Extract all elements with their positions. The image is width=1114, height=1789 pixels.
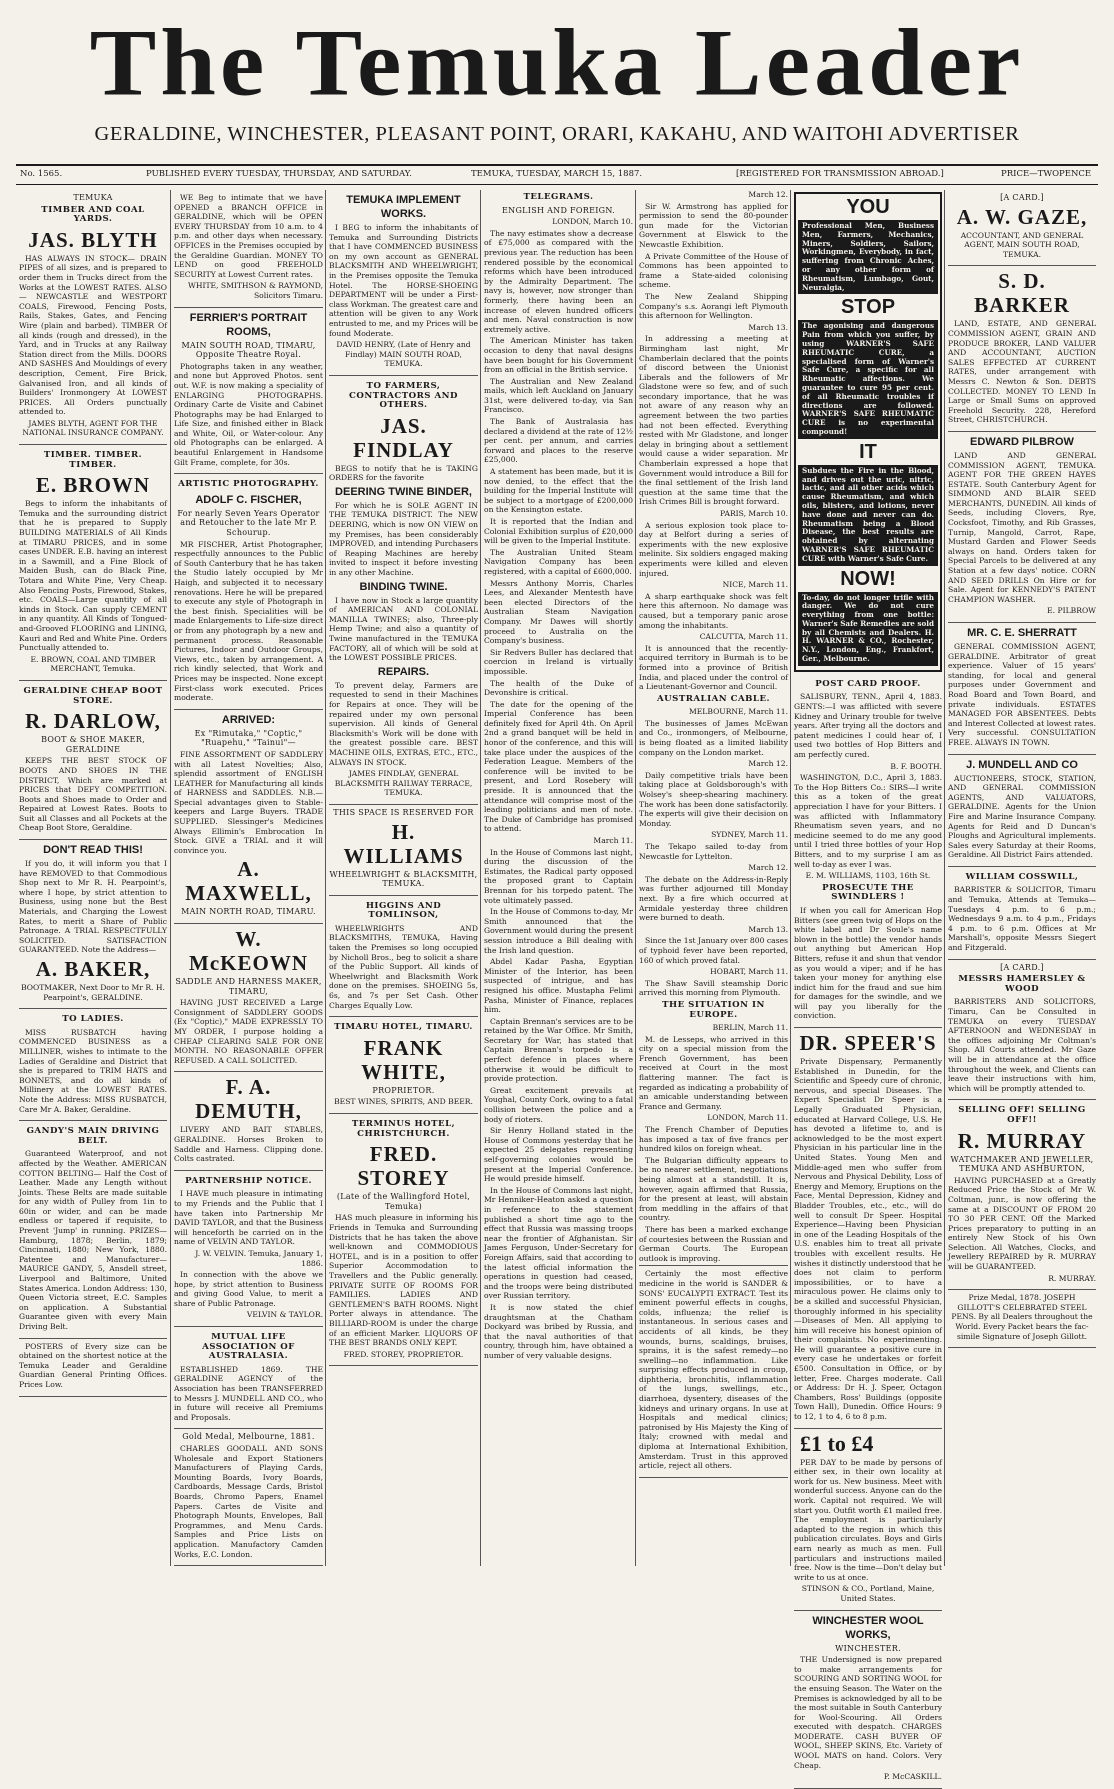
advert-signature: E. M. WILLIAMS, 1103, 16th St. <box>805 871 931 881</box>
advert-signature: JAMES FINDLAY, GENERAL BLACKSMITH RAILWAY TERRACE, TEMUKA. <box>334 769 473 798</box>
advert-body: BARRISTER & SOLICITOR, Timaru and Temuka, Attends at Temuka—Tuesdays 4 p.m. to 6 p.m.; Wednesdays 9 a.m. to 4 p.m., Fridays 4 p.m. to 6 p.m. Offices at Mr Marshall's, opposite Messrs Siegert and Fitzgerald. <box>948 885 1096 953</box>
advert-body: THE Undersigned is now prepared to make arrangements for SCOURING AND SORTING WOOL for the ensuing Season. The Water on the Premises is acknowledged by all to be the most suitable in South Canterbury for Wool-Scouring. All Orders executed with despatch. CHARGES MODERATE. CASH BUYER OF WOOL, SHEEP SKINS, Etc. Variety of WOOL MATS on hand. Colors. Very Cheap. <box>794 1655 942 1770</box>
masthead <box>0 0 1114 168</box>
news-paragraph: The Bulgarian difficulty appears to be no nearer settlement, negotiations being almost at a standstill. It is, however, again affirmed that Russia, for the present at least, will abstain from meddling in the affairs of that country. <box>639 1155 788 1223</box>
advertiser-name: A. MAXWELL, <box>185 857 312 906</box>
dispatch-dateline: March 11. <box>593 836 633 845</box>
news-paragraph: M. de Lesseps, who arrived in this city on a special mission from the French Government, has been received at Court in the most flattering manner. The fact is regarded as indicating a probability of an amicable understanding between France and Germany. <box>639 1034 788 1111</box>
advert-signature: MAIN NORTH ROAD, TIMARU. <box>181 907 316 917</box>
advert-gandy-belt <box>19 1121 167 1338</box>
advert-body: HAS ALWAYS IN STOCK— DRAIN PIPES of all sizes, and is prepared to order them in Trucks direct from the Works at the LOWEST RATES. ALSO— NEWCASTLE and WESTPORT COALS, Firewood, Fencing Posts, Rails, Stakes, Gates, and Fencing Wire (plain and barbed). TIMBER Of all kinds (rough and dressed), in the Yard, and in Trucks at any Railway Station direct from the Mills. DOORS AND SASHES And Mouldings of every description, Cement, Fire Brick, Galvanised Iron, and all kinds of Builders' Ironmongery At LOWEST PRICES. All Orders punctually attended to. <box>19 253 167 417</box>
advert-hamersley-wood <box>948 960 1096 1101</box>
advertiser-name: H. WILLIAMS <box>343 819 464 868</box>
advert-signature: BOOTMAKER, Next Door to Mr R. H. Pearpoint's, GERALDINE. <box>21 983 165 1002</box>
news-paragraph: Messrs Anthony Morris, Charles Lees, and Alexander Mentesth have been elected Directors of the Australian Steam Navigation Company. Mr Dawes will shortly proceed to Australia on the Company's business. <box>484 578 633 646</box>
column-1 <box>16 190 170 1566</box>
advert-heading: IT <box>859 440 877 463</box>
advertiser-name: A. W. GAZE, <box>956 204 1088 229</box>
dispatch-dateline: March 12. <box>748 863 788 873</box>
issue-date: TEMUKA, TUESDAY, MARCH 15, 1887. <box>471 169 643 179</box>
advert-eucalypti-extract <box>639 1265 788 1477</box>
column-2 <box>170 190 326 1566</box>
news-paragraph: It is announced that the recently-acquired territory in Burmah is to be formed into a province of British India, and placed under the control of a Lieutenant-Governor and Council. <box>639 643 788 692</box>
publication-schedule: PUBLISHED EVERY TUESDAY, THURSDAY, AND SATURDAY. <box>146 169 412 179</box>
newspaper-subtitle: GERALDINE, WINCHESTER, PLEASANT POINT, ORARI, KAKAHU, AND WAITOHI ADVERTISER <box>94 123 1020 145</box>
advert-david-henry <box>329 190 478 376</box>
column-6 <box>790 190 945 1782</box>
dateline <box>16 164 1098 185</box>
news-paragraph: Abdel Kadar Pasha, Egyptian Minister of the Interior, has been suspected of intrigue, and has resigned his office. Mustapha Felimi Pasha, Minister of Finance, replaces him. <box>484 957 633 1015</box>
dispatch-dateline: LONDON, March 11. <box>707 1113 788 1123</box>
advert-subheading: PROPRIETOR. <box>372 1085 435 1095</box>
advert-jas-blyth <box>19 190 167 445</box>
advertiser-name: FRANK WHITE, <box>361 1035 446 1084</box>
advert-heading: TIMARU HOTEL, TIMARU. <box>334 1022 473 1033</box>
advert-ferrier <box>174 308 323 475</box>
advert-subheading: REPAIRS. <box>377 665 430 678</box>
news-paragraph: The New Zealand Shipping Company's s.s. Aorangi left Plymouth this afternoon for Wellington. <box>639 291 788 321</box>
advert-heading: TIMBER. TIMBER. TIMBER. <box>43 450 143 470</box>
advertiser-name: S. D. BARKER <box>974 269 1070 318</box>
advert-body: To prevent delay, Farmers are requested to send in their Machines for Repairs at once. They will be repaired under my own personal supervision. All kinds of General Blacksmith's Work will be done with the greatest possible care. BEST MACHINE OILS, EXTRAS, ETC., ETC., ALWAYS IN STOCK. <box>329 680 478 767</box>
news-paragraph: In the House of Commons last night, Mr Henniker-Heaton asked a question in reference to the statement published a short time ago to the effect that Russia was massing troops near the frontier of Afghanistan. Sir James Ferguson, Under-Secretary for Foreign Affairs, said that according to the latest official information the operations in question had ceased, and the troops were being distributed over Russian territory. <box>484 1185 633 1301</box>
advertiser-name: FRED. STOREY <box>357 1142 450 1191</box>
advert-body: AUCTIONEERS, STOCK, STATION, AND GENERAL COMMISSION AGENTS, AND VALUATORS, GERALDINE. Agents for the Union Fire and Marine Insurance Company. Agents for Reid and D Duncan's Ploughs and Agricultural implements. Sales every Saturday at their Rooms, Geraldine. All District Fairs attended. <box>948 773 1096 860</box>
news-paragraph: The date for the opening of the Imperial Conference has been definitely fixed for April 4th. On April 2nd a grand banquet will be held in honor of the conference, and this will take place under the auspices of the Federation League. Members of the conference will be invited to be present, and Lord Rosebery will preside. It is announced that the attendance will comprise most of the leading politicians and men of note. The Duke of Cambridge has promised to attend. <box>484 699 633 834</box>
advertiser-name: F. A. DEMUTH, <box>195 1075 302 1124</box>
news-paragraph: Captain Brennan's services are to be retained by the War Office. Mr Smith, Secretary for War, has stated that Captain Brennan's torpedo is a perfect defence in places where otherwise it would be difficult to provide protection. <box>484 1016 633 1084</box>
column-7 <box>944 190 1099 1566</box>
advert-body: Guaranteed Waterproof, and not affected by the Weather. AMERICAN COTTON BELTING— Half the Cost of Leather. Made any Length without Joints. These Belts are made suitable for any width of Pulley from 1in to 60in or wider, and can be made endless or tapered if requisite, to Prevent 'Jump' in running. PRIZES—Hamburg, 1878; Berlin, 1879; Cincinnati, 1880; New York, 1880. Patentee and Manufacturer— MAURICE GANDY, 5, Ansdell street, Liverpool and Baltimore, United States America. London Address: 130, Queen Victoria street, E.C. Samples on application. A Substantial Guarantee given with every Main Driving Belt. <box>19 1149 167 1331</box>
advert-subheading: Ex "Rimutaka," "Coptic," "Ruapehu," "Tainui"— <box>194 728 303 748</box>
advert-body: For which he is SOLE AGENT IN THE TEMUKA DISTRICT. The NEW DEERING, which is now ON VIEW on my Premises, has been considerably IMPROVED, and intending Purchasers of Reaping Machines are hereby invited to inspect it before investing in any other Machine. <box>329 500 478 578</box>
advertiser-name: J. MUNDELL AND CO <box>966 758 1078 771</box>
advertiser-name: R. MURRAY <box>957 1128 1087 1153</box>
news-paragraph: A serious explosion took place to-day at Belfort during a series of experiments with the new explosive melinite. Six soldiers engaged making experiments were killed and eleven injured. <box>639 520 788 578</box>
advert-goodall <box>174 1429 323 1566</box>
advert-dr-speer <box>794 1028 942 1429</box>
advert-partnership-notice <box>174 1171 323 1327</box>
news-paragraph: A statement has been made, but it is now denied, to the effect that the building for the Imperial Institute will be subject to a mortgage of £200,000 on the Kensington estate. <box>484 467 633 515</box>
advert-heading: ARRIVED: <box>221 713 276 726</box>
advert-body: CHARLES GOODALL AND SONS Wholesale and Export Stationers Manufacturers of Playing Cards, Mounting Boards, Ivory Boards, Cardboards, Message Cards, Bristol Boards, Chromo Papers, Enamel Papers. Cartes de Visite and Photograph Mounts, Envelopes, Ball Programmes, and Menu Cards. Samples and Price Lists on application. Manufactory Camden Works, E.C. London. <box>174 1444 323 1559</box>
advert-mutual-life <box>174 1327 323 1429</box>
news-paragraph: The businesses of James McEwan and Co., ironmongers, of Melbourne, is being floated as a limited liability company on the London market. <box>639 718 788 757</box>
dispatch-dateline: CALCUTTA, March 11. <box>699 632 788 642</box>
column-4 <box>480 190 636 1566</box>
advert-body: ESTABLISHED 1869. THE GERALDINE AGENCY of the Association has been TRANSFERRED to Messrs J. MUNDELL AND CO., who in future will receive all Premiums and Proposals. <box>174 1364 323 1422</box>
news-paragraph: It is now stated the chief draughtsman at the Chatham Dockyard was bribed by Russia, and that the naval authorities of that country, through him, have obtained a number of very valuable designs. <box>484 1302 633 1360</box>
advert-heading: SELLING OFF! SELLING OFF!! <box>958 1105 1086 1125</box>
advert-heading: MUTUAL LIFE ASSOCIATION OF AUSTRALASIA. <box>202 1332 295 1362</box>
advert-signature: FRED. STOREY, PROPRIETOR. <box>343 1349 464 1359</box>
news-paragraph: The navy estimates show a decrease of £75,000 as compared with the previous year. The reduction has been rendered possible by the economical reforms which have been introduced by the Admiralty Department. The navy is, however, now stronger than formerly, there having been an increase of eleven hundred officers and men. Naval construction is now extremely active. <box>484 228 633 334</box>
advert-heading: TIMBER AND COAL YARDS. <box>41 204 145 225</box>
advert-card-label: [A CARD.] <box>1000 962 1044 972</box>
advert-heading: PROSECUTE THE SWINDLERS ! <box>822 882 914 903</box>
news-paragraph: Great excitement prevails at Youghal, County Cork, owing to a fatal collision between the police and a body of rioters. <box>484 1085 633 1124</box>
advert-signature: J. W. VELVIN. Temuka, January 1, 1886. <box>195 1248 323 1268</box>
advert-body: LIVERY AND BAIT STABLES, GERALDINE. Horses Broken to Saddle and Harness. Clipping done. Colts castrated. <box>174 1125 323 1164</box>
advertiser-name: WILLIAM COSSWILL, <box>965 871 1079 882</box>
advert-body: BEST WINES, SPIRITS, AND BEER. <box>334 1097 473 1107</box>
advert-stinson <box>794 1429 942 1611</box>
advert-heading: TERMINUS HOTEL, CHRISTCHURCH. <box>351 1119 456 1139</box>
dispatch-dateline: MELBOURNE, March 11. <box>688 707 788 717</box>
advert-card-label: [A CARD.] <box>1000 193 1044 202</box>
advert-signature: P. McCASKILL. <box>883 1772 942 1782</box>
advert-body: SALISBURY, TENN., April 4, 1883. GENTS:—I was afflicted with severe Kidney and Urinary trouble for twelve years. After trying all the doctors and patent medicines I could hear of, I used two bottles of Hop Bitters and am perfectly cured. <box>794 692 942 760</box>
dispatch-dateline: LONDON, March 10. <box>552 217 633 227</box>
dispatch-dateline: SYDNEY, March 11. <box>711 830 788 840</box>
registration-note: [REGISTERED FOR TRANSMISSION ABROAD.] <box>736 169 944 179</box>
price: PRICE—TWOPENCE <box>1001 169 1092 179</box>
advert-body: MISS RUSBATCH having COMMENCED BUSINESS as a MILLINER, wishes to intimate to the Ladies of Geraldine and District that she is prepared to TRIM HATS and BONNETS, and do all kinds of Millinery at the LOWEST RATES. Note the Address: MISS RUSBATCH, Care Mr A. Baker, Geraldine. <box>19 1027 167 1114</box>
advert-j-mundell <box>948 755 1096 867</box>
advert-body: LAND AND GENERAL COMMISSION AGENT, TEMUKA. AGENT FOR THE GREEN HAYES ESTATE. South Canterbury Agent for SIMMOND AND BLAIR SEED MERCHANTS, DUNEDIN. All kinds of Seeds, including Clovers, Rye, Cocksfoot, Timothy, and Rib Grasses, Turnip, Mangold, Carrot, Rape, Mustard Garden and Flower Seeds always on hand. Orders taken for Special Parcels to be delivered at any Station at a few days' notice. CORN AND SEED DRILLS On Hire or for Sale. Agent for KENNEDY'S PATENT CHAMPION WASHER. <box>948 450 1096 604</box>
advert-heading: DON'T READ THIS! <box>43 844 143 857</box>
advert-body: HAVING JUST RECEIVED a Large Consignment of SADDLERY GOODS (Ex "Coptic)," MADE EXPRESSLY TO MY ORDER, I purpose holding a CHEAP CLEARING SALE FOR ONE MONTH. NO REASONABLE OFFER REFUSED. A CALL SOLICITED. <box>174 998 323 1065</box>
advert-c-e-sherratt <box>948 623 1096 755</box>
advert-subheading: (Late of the Wallingford Hotel, Temuka) <box>336 1192 471 1211</box>
advert-body: If when you call for American Hop Bitters (see green twig of Hops on the white label and Dr Soule's name blown in the bottle) the vendor hands out anything but American Hop Bitters, refuse it and shun that vendor as you would a viper; and if he has taken your money for anything else indict him for the fraud and sue him for damages for the swindle, and we will pay you liberally for the conviction. <box>794 905 942 1021</box>
advert-body: GENERAL COMMISSION AGENT, GERALDINE. Arbitrator of great experience. Valuer of 15 years' standing, for local and general purposes under Government and Road Board and Town Board, and private individuals. ESTATES MANAGED FOR ABSENTEES. Debts and Interest Collected at lowest rates. Very successful. CONSULTATION FREE. ALWAYS IN TOWN. <box>948 642 1096 747</box>
advert-subheading: MAIN SOUTH ROAD, TIMARU, Opposite Theatre Royal. <box>181 340 316 360</box>
advertiser-name: A. BAKER, <box>35 957 151 981</box>
advert-subheading: For nearly Seven Years Operator and Retoucher to the late Mr P. Schourup. <box>177 508 320 538</box>
advert-heading: NOW! <box>840 567 896 590</box>
advert-gillott-pens <box>948 1290 1096 1348</box>
advert-body: BARRISTERS AND SOLICITORS, Timaru, Can be Consulted in TEMUKA on every TUESDAY AFTERNOON and WEDNESDAY in the offices adjoining Mr Coltman's Shop. All Courts attended. Mr Gaze will be in attendance at the office throughout the week, and Clients can leave their instructions with him, which will be promptly attended to. <box>948 997 1096 1093</box>
dispatch-dateline: BERLIN, March 11. <box>712 1023 788 1033</box>
advert-body: Private Dispensary, Permanently Established in Dunedin, for the Scientific and Speedy cure of chronic, nervous, and special Diseases. The Expert Specialist Dr Speer is a Legally Graduated Physician, educated at Harvard College, U.S. He has devoted a lifetime to, and is acknowledged to be the most expert Physician in his particular line in the United States. Young Men and Middle-aged men who suffer from Nervous and Physical Debility, Loss of Energy and Memory, Eruptions on the Face, Mental Depression, Kidney and Bladder Troubles, etc., etc., will do well to consult Dr Speer. Hospital Experience—Having been Physician in one of the Leading Hospitals of the U.S. enables him to treat all private troubles with excellent results. He wishes it distinctly understood that he does not claim to perform impossibilities, or to have a miraculous power. He claims only to be a skilled and successful Physician, thoroughly informed in his speciality—Diseases of Men. All applying to him will receive his honest opinion of their complaints. No experimenting. He will guarantee a positive cure in every case he undertakes or forfeit £500. Consultation in Office, or by letter, Free. Charges moderate. Call or Address: Dr H. J. Speer, Octagon Chambers, Ross' Buildings (opposite Town Hall), Dunedin. Office Hours: 9 to 12, 1 to 4, 6 to 8 p.m. <box>794 1057 942 1422</box>
section-heading: TELEGRAMS. <box>523 192 594 202</box>
section-subheading: ENGLISH AND FOREIGN. <box>502 205 615 215</box>
advert-e-brown <box>19 445 167 681</box>
advert-body: Certainly the most effective medicine in the world is SANDER & SONS' EUCALYPTI EXTRACT. Test its eminent powerful effects in coughs, colds, influenza; the relief is instantaneous. In serious cases and accidents of all kinds, be they wounds, burns, scaldings, bruises, sprains, it is the safest remedy—no swelling—no inflammation. Like surprising effects produced in croup, diphtheria, bronchitis, inflammation of the lungs, swellings, etc., diarrhoea, dysentery, diseases of the kidneys and urinary organs. In use at Hospitals and medical clinics; patronised by His Majesty the King of Italy; crowned with medal and diploma at International Exhibition, Amsterdam. Trust in this approved article, reject all others. <box>639 1269 788 1471</box>
news-paragraph: There has been a marked exchange of courtesies between the Russian and German Courts. The European outlook is improving. <box>639 1224 788 1263</box>
advert-h-williams <box>329 805 478 896</box>
advert-body: WHEELWRIGHTS AND BLACKSMITHS, TEMUKA, Having taken the Premises so long occupied by Nicholl Bros., beg to solicit a share of the Public Support. All kinds of Wheelwright and Blacksmith Work done on the premises. SHOEING 5s, 6s, and 7s per Set Cash. Other Charges Equally Low. <box>329 923 478 1010</box>
news-paragraph: A sharp earthquake shock was felt here this afternoon. No damage was caused, but a temporary panic arose among the inhabitants. <box>639 591 788 630</box>
advert-signature: STINSON & CO., Portland, Maine, United States. <box>801 1584 935 1603</box>
advert-edward-pilbrow <box>948 432 1096 623</box>
advert-location: TEMUKA <box>73 193 113 202</box>
advert-winchester-wool-works <box>794 1611 942 1789</box>
advert-heading: TO FARMERS, CONTRACTORS AND OTHERS. <box>349 380 458 411</box>
advert-body: ACCOUNTANT, AND GENERAL AGENT, MAIN SOUTH ROAD, TEMUKA. <box>960 230 1084 259</box>
advert-signature: JAMES BLYTH, AGENT FOR THE NATIONAL INSURANCE COMPANY. <box>22 418 164 438</box>
advert-heading: STOP <box>840 296 896 319</box>
advert-body: The agonising and dangerous Pain from which you suffer, by using WARNER'S SAFE RHEUMATIC CURE, a specialised form of Warner's Safe Cure, a specific for all Rheumatic affections. We guarantee to cure 95 per cent. of all Rheumatic troubles if directions are followed. WARNER'S SAFE RHEUMATIC CURE is no experimental compound! <box>798 320 938 438</box>
advert-body: WASHINGTON, D.C., April 3, 1883. To the Hop Bitters Co.: SIRS—I write this as a token of the great appreciation I have for your Bitters. I was afflicted with Inflammatory Rheumatism seven years, and no medicine seemed to do me any good until I tried three bottles of your Hop Bitters, and to my surprise I am as well to-day as ever I was. <box>794 773 942 869</box>
advert-william-cosswill <box>948 867 1096 960</box>
news-paragraph: The Bank of Australasia has declared a dividend at the rate of 12½ per cent. per annum, and carries forward and places to the reserve £25,000. <box>484 417 633 465</box>
advert-heading: £1 to £4 <box>800 1430 874 1456</box>
advertiser-name: W. McKEOWN <box>189 927 308 976</box>
dispatch-dateline: HOBART, March 11. <box>710 967 788 977</box>
news-paragraph: The debate on the Address-in-Reply was further adjourned till Monday next. By a fire which occurred at Armidale yesterday three children were burned to death. <box>639 874 788 923</box>
advert-heading: THIS SPACE IS RESERVED FOR <box>333 807 474 817</box>
advert-subheading: WINCHESTER. <box>835 1643 901 1653</box>
advert-signature: B. F. BOOTH. <box>890 761 942 771</box>
advert-timaru-hotel <box>329 1017 478 1114</box>
advert-body: To-day, do not longer trifle with danger. We do not cure everything from one bottle: Warner's Safe Remedies are sold by all Chemists and Dealers. H. H. WARNER & CO., Rochester, N.Y., London, Eng., Frankfort, Ger., Melbourne. <box>798 592 938 666</box>
advert-heading: Gold Medal, Melbourne, 1881. <box>182 1432 315 1442</box>
advert-heading: POST CARD PROOF. <box>815 678 921 689</box>
advert-body: BEGS to notify that he is TAKING ORDERS for the favorite <box>329 463 478 483</box>
advert-maxwell <box>174 710 323 924</box>
news-paragraph: Sir Redvers Buller has declared that coercion in Ireland is virtually impossible. <box>484 647 633 676</box>
advert-body: PER DAY to be made by persons of either sex, in their own locality at work for us. New business. Meet with wonderful success. Anyone can do the work. Capital not required. We will start you. Outfit worth £1 mailed free. The employment is particularly adapted to the region in which this publication circulates. Boys and Girls earn nearly as much as men. Full particulars and instructions mailed free. Now is the time—Don't delay but write to us at once. <box>794 1457 942 1582</box>
advert-heading: YOU <box>846 196 890 218</box>
news-paragraph: Daily competitive trials have been taking place at Goldsborough's with Wolsey's sheep-shearing machinery. The work has been done satisfactorily. The experts will give their decision on Monday. <box>639 770 788 828</box>
news-paragraph: The American Minister has taken occasion to deny that naval designs have been bought for his Government from an official in the British service. <box>484 336 633 375</box>
news-paragraph: The Shaw Savill steamship Doric arrived this morning from Plymouth. <box>639 978 788 998</box>
advert-signature: R. MURRAY. <box>1048 1273 1096 1283</box>
advert-terminus-hotel <box>329 1114 478 1366</box>
dispatch-dateline: PARIS, March 10. <box>720 509 788 518</box>
dispatch-dateline: March 12. <box>748 759 788 769</box>
advert-body: FINE ASSORTMENT OF SADDLERY with all Latest Novelties; Also, splendid assortment of ENGLISH LEATHER for Manufacturing all kinds of HARNESS and SADDLES. N.B.—Special advantages given to Stable-keepers and Large Buyers. TRADE SUPPLIED. Slessinger's Medicines Always Ellimin's Embrocation In Stock. GIVE a TRIAL and it will convince you. <box>174 749 323 855</box>
advertiser-name: R. DARLOW, <box>25 709 161 734</box>
dispatch-dateline: March 12. <box>748 190 788 199</box>
advert-heading: TEMUKA IMPLEMENT WORKS. <box>346 194 461 220</box>
advert-jas-findlay <box>329 376 478 805</box>
news-paragraph: Sir Henry Holland stated in the House of Commons yesterday that he expected 25 delegates representing self-governing colonies would be present at the Imperial Conference. He would preside himself. <box>484 1126 633 1184</box>
advert-heading: ARTISTIC PHOTOGRAPHY. <box>178 479 319 490</box>
dispatch-dateline: March 13. <box>748 924 788 934</box>
advert-fischer <box>174 474 323 709</box>
advert-body: I have now in Stock a large quantity of AMERICAN AND COLONIAL MANILLA TWINES; also, Three-ply Hemp Twine; and also a quantity of Twine manufactured in the TEMUKA FACTORY, all of which will be sold at the LOWEST POSSIBLE PRICES. <box>329 595 478 663</box>
advert-subheading: DEERING TWINE BINDER, <box>335 485 472 498</box>
dispatch-dateline: March 13. <box>748 322 788 332</box>
advert-body: Prize Medal, 1878. JOSEPH GILLOTT'S CELEBRATED STEEL PENS. By all Dealers throughout the World. Every Packet bears the fac-simile Signature of Joseph Gillott. <box>951 1293 1093 1341</box>
advert-r-darlow <box>19 681 167 840</box>
advert-mckeown <box>174 924 323 1072</box>
advert-posters <box>19 1339 167 1397</box>
advert-demuth <box>174 1072 323 1170</box>
advert-signature: VELVIN & TAYLOR. <box>246 1310 323 1320</box>
advertiser-name: MESSRS HAMERSLEY & WOOD <box>958 974 1086 994</box>
advert-heading: GERALDINE CHEAP BOOT STORE. <box>23 685 163 706</box>
advert-subheading: SADDLE AND HARNESS MAKER, TIMARU, <box>175 977 322 996</box>
advert-higgins-tomlinson <box>329 896 478 1018</box>
advert-body: WE Beg to intimate that we have OPENED a BRANCH OFFICE in GERALDINE, which will be OPEN EVERY THURSDAY from 10 a.m. to 4 p.m. and other days when necessary. OFFICES in the Premises occupied by the Geraldine Guardian. MONEY TO LEND on good FREEHOLD SECURITY at Lowest Current rates. <box>174 193 323 279</box>
advert-body: Professional Men, Business Men, Farmers, Mechanics, Miners, Soldiers, Sailors, Workingmen, Everybody, in fact, suffering from Chronic Aches, or any other form of Rheumatism, Lumbago, Gout, Neuralgia, <box>798 220 938 294</box>
columns <box>16 190 1098 1782</box>
issue-number: No. 1565. <box>20 169 63 179</box>
advertiser-name: DR. SPEER'S <box>799 1031 937 1056</box>
advert-body: Subdues the Fire in the Blood, and drives out the uric, nitric, lactic, and all other acids which cause Rheumatism, and which oils, blisters, and lotions, never have done and never can do. Rheumatism being a Blood Disease, the best results are obtained by alternating WARNER'S SAFE RHEUMATIC CURE with Warner's Safe Cure. <box>798 465 938 566</box>
advert-body: POSTERS of Every size can be obtained on the shortest notice at the Temuka Leader and Geraldine Guardian General Printing Offices. Prices Low. <box>19 1341 167 1389</box>
news-paragraph: In the House of Commons last night, during the discussion of the Estimates, the Radical party opposed the proposed grant to Captain Brennan for his torpedo patent. The vote ultimately passed. <box>484 847 633 905</box>
advertiser-name: ADOLF C. FISCHER, <box>195 493 302 506</box>
advert-s-d-barker <box>948 266 1096 432</box>
news-paragraph: The Tekapo sailed to-day from Newcastle for Lyttelton. <box>639 842 788 861</box>
advertiser-name: MR. C. E. SHERRATT <box>967 627 1077 639</box>
advert-a-baker <box>19 840 167 1009</box>
section-heading: THE SITUATION IN EUROPE. <box>662 999 765 1020</box>
advert-subheading: WHEELWRIGHT & BLACKSMITH, TEMUKA. <box>329 869 478 889</box>
advert-signature: E. PILBROW <box>1047 606 1096 616</box>
advert-signature: WHITE, SMITHSON & RAYMOND, Solicitors Timaru. <box>188 281 323 300</box>
news-paragraph: Sir W. Armstrong has applied for permission to send the 80-pounder gun made for the Victorian Government at Elswick to the Newcastle Exhibition. <box>639 201 788 249</box>
advert-heading: FERRIER'S PORTRAIT ROOMS, <box>189 311 308 338</box>
advert-body: Photographs taken in any weather, and none but Approved Photos. sent out. W.F. is now making a speciality of ENLARGING PHOTOGRAPHS. Ordinary Carte de Visite and Cabinet Photographs may be had Enlarged to Life Size, and finished either in Black and White, Oil, or Water-colour. Any old Photographs can be enlarged. A beautiful Enlargement in Handsome Gilt Frame, complete, for 30s. <box>174 361 323 467</box>
advert-white-smithson <box>174 190 323 308</box>
advert-body: MR FISCHER, Artist Photographer, respectfully announces to the Public of South Canterbury that he has taken the Studio lately occupied by Mr Haigh, and subjected it to necessary renovations. Here he will be prepared to execute any style of Photograph in the best finish. Specialities will be made Enlargements to Life-size direct or from any photograph by a new and permanent process. Reasonable Pictures, Indoor and Outdoor Groups, Views, etc., taken by arrangement. A rich kindly selected, that Work and Prices may be inspected. None except First-class work executed. Prices moderate. <box>174 539 323 703</box>
column-3 <box>325 190 481 1566</box>
news-paragraph: The French Chamber of Deputies has imposed a tax of five francs per hundred kilos on foreign wheat. <box>639 1125 788 1154</box>
news-paragraph: A Private Committee of the House of Commons has been appointed to frame a State-aided colonising scheme. <box>639 251 788 290</box>
advert-heading: TO LADIES. <box>62 1014 124 1025</box>
advert-body: LAND, ESTATE, AND GENERAL COMMISSION AGENT, GRAIN AND PRODUCE BROKER, LAND VALUER AND ACCOUNTANT, AUCTION SALES EFFECTED AT CURRENT RATES, under arrangement with Messrs C. Newton & Son. DEBTS COLLECTED. MONEY TO LEND In Large or Small Sums on approved Freehold Security. 228, Hereford Street, CHRISTCHURCH. <box>948 319 1096 425</box>
advert-miss-rusbatch <box>19 1009 167 1121</box>
advert-heading: HIGGINS AND TOMLINSON, <box>365 900 442 921</box>
advertiser-name: E. BROWN <box>35 473 151 498</box>
news-paragraph: The Australian United Steam Navigation Company has been registered, with a capital of £600,000. <box>484 547 633 576</box>
advertiser-name: JAS. BLYTH <box>28 227 158 252</box>
newspaper-title: The Temuka Leader <box>89 9 1025 116</box>
advert-a-w-gaze <box>948 190 1096 266</box>
advert-subheading: BOOT & SHOE MAKER, GERALDINE <box>41 735 145 754</box>
advert-subheading: BINDING TWINE. <box>359 580 448 593</box>
advert-heading: WINCHESTER WOOL WORKS, <box>812 1614 924 1641</box>
advert-warners-rheumatic-cure <box>794 192 942 672</box>
advert-body: HAS much pleasure in informing his Friends in Temuka and Surrounding Districts that he has taken the above well-known and COMMODIOUS HOTEL, and is in a position to offer Superior Accommodation to Travellers and the Public generally. PRIVATE SUITE OF ROOMS FOR FAMILIES. LADIES AND GENTLEMEN'S BATH ROOMS. Night Porter always in attendance. The BILLIARD-ROOM is under the charge of an efficient Marker. LIQUORS OF THE BEST BRANDS ONLY KEPT. <box>329 1213 478 1348</box>
advert-heading: PARTNERSHIP NOTICE. <box>185 1175 312 1186</box>
advert-body: In connection with the above we hope, by strict attention to Business and giving Good Value, to merit a share of Public Patronage. <box>174 1270 323 1308</box>
advert-body: KEEPS THE BEST STOCK OF BOOTS AND SHOES IN THE DISTRICT, Which are marked at PRICES that DEFY COMPETITION. Boots and Shoes made to Order and Repaired at Lowest Rates. Boots to Suit all Classes and all Pockets at the Cheap Boot Store, Geraldine. <box>19 756 167 833</box>
advert-signature: DAVID HENRY, (Late of Henry and Findlay) MAIN SOUTH ROAD, TEMUKA. <box>336 340 471 369</box>
news-paragraph: In the House of Commons to-day, Mr Smith announced that the Government would during the present session introduce a Bill dealing with the Irish land question. <box>484 907 633 955</box>
dispatch-dateline: NICE, March 11. <box>722 580 788 590</box>
advert-signature: E. BROWN, COAL AND TIMBER MERCHANT, Temuka. <box>30 654 156 674</box>
advert-body: HAVING PURCHASED at a Greatly Reduced Price the Stock of Mr W. Coltman, junr., is now offering the same at a DISCOUNT OF FROM 20 TO 30 PER CENT. Off the Marked Prices preparatory to putting in an entirely New Stock of his Own Selection. All Watches, Clocks, and Jewellery REPAIRED by R. MURRAY will be GUARANTEED. <box>948 1175 1096 1272</box>
advert-body: I BEG to inform the inhabitants of Temuka and Surrounding Districts that I have COMMENCED BUSINESS on my own account as GENERAL BLACKSMITH AND WHEELWRIGHT, in the Premises opposite the Temuka Hotel. The HORSE-SHOEING DEPARTMENT will be under a First-class Workman. The greatest care and attention will be given to any Work entrusted to me, and my Prices will be found Moderate. <box>329 223 478 338</box>
advertiser-name: JAS. FINDLAY <box>353 413 454 462</box>
advert-body: Begs to inform the inhabitants of Temuka and the surrounding district that he is prepared to Supply BUILDING MATERIALS of All Kinds at TIMARU PRICES, and in some cases UNDER. E.B. having an interest in a Sawmill, and a Fine Block of Maiden Bush, can do Black Pine, Totara and White Pine, Very Cheap. Also Fencing Posts, Firewood, Stakes, etc. COALS—Large quantity of all kinds in Stock. Can supply CEMENT in any quantity. All Kinds of Tongued-and-Grooved FLOORING and LINING, Kauri and Red and White Pine. Orders Punctually attended to. <box>19 499 168 653</box>
advert-body: If you do, it will inform you that I have REMOVED to that Commodious Shop next to Mr R. H. Pearpoint's, where I hope, by strict attention to Business, using none but the Best Materials, and Charging the Lowest Rates, to merit a Share of Public Patronage. A TRIAL RESPECTFULLY SOLICITED. SATISFACTION GUARANTEED. Note the Address— <box>19 859 167 955</box>
advert-body: I HAVE much pleasure in intimating to my Friends and the Public that I have taken into Partnership Mr DAVID TAYLOR, and that the Business will henceforth be carried on in the name of VELVIN AND TAYLOR. <box>174 1189 323 1247</box>
advert-r-murray <box>948 1100 1096 1290</box>
news-paragraph: The health of the Duke of Devonshire is critical. <box>484 678 633 698</box>
advert-heading: GANDY'S MAIN DRIVING BELT. <box>26 1126 160 1146</box>
news-paragraph: The Australian and New Zealand mails, which left Auckland on January 31st, were delivered to-day, via San Francisco. <box>484 376 633 415</box>
section-heading: AUSTRALIAN CABLE. <box>656 693 770 704</box>
news-paragraph: It is reported that the Indian and Colonial Exhibition surplus of £20,000 will be given to the Imperial Institute. <box>484 517 633 546</box>
advert-hop-bitters <box>794 674 942 1028</box>
news-paragraph: In addressing a meeting at Birmingham last night, Mr Chamberlain declared that the points of discord between the Unionist Liberals and the followers of Mr Gladstone were so few, and of such secondary importance, that he was not aware of any reason why an agreement between the two parties had not been effected. Everything rested with Mr Gladstone, and longer delay in bringing about a settlement would cause a wider separation. Mr Chamberlain expressed a hope that Government would introduce a Bill for the final settlement of the Irish land question at the same time that the Irish Crimes Bill is brought forward. <box>639 334 788 507</box>
news-paragraph: Since the 1st January over 800 cases of typhoid fever have been reported, 160 of which proved fatal. <box>639 936 788 965</box>
advertiser-name: EDWARD PILBROW <box>970 435 1074 448</box>
column-5 <box>635 190 791 1566</box>
advert-subheading: WATCHMAKER AND JEWELLER, TEMUKA AND ASHBURTON, <box>950 1154 1094 1174</box>
